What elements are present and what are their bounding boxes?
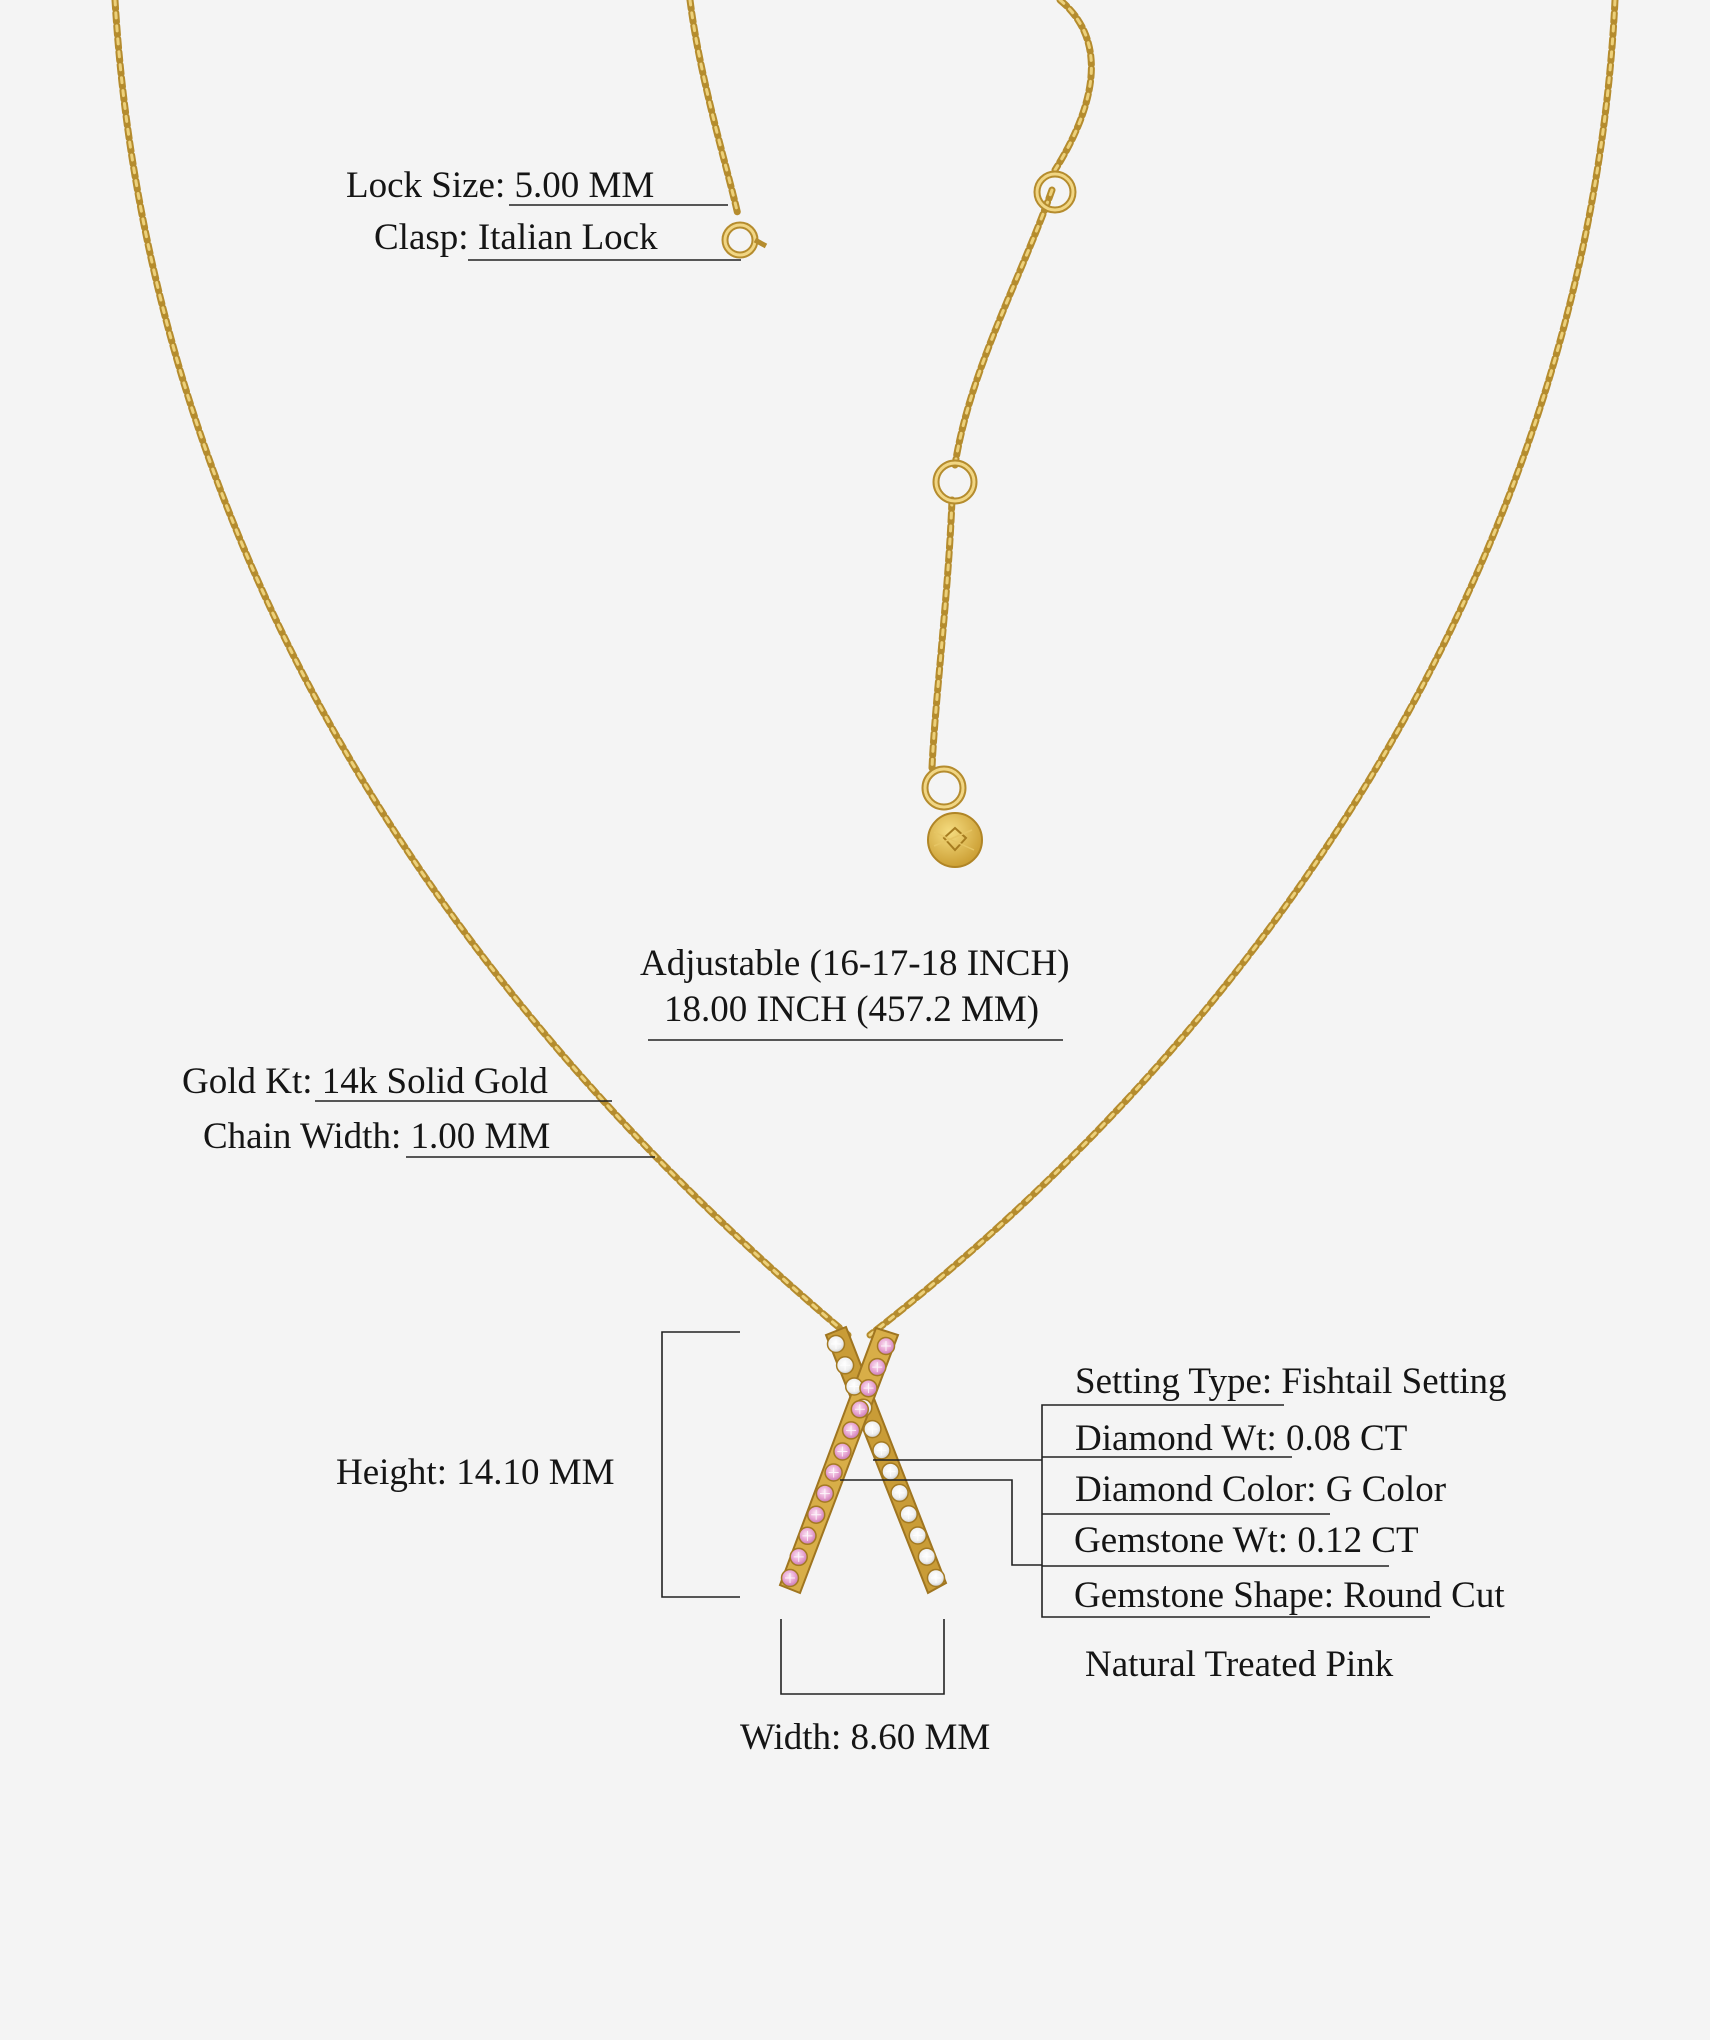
lock-size-label: Lock Size: xyxy=(346,165,506,206)
width-value: 8.60 MM xyxy=(850,1717,991,1758)
gemstone-shape-value: Round Cut xyxy=(1343,1575,1505,1616)
extender-ring xyxy=(925,769,963,807)
gold-kt-label: Gold Kt: xyxy=(182,1061,313,1102)
height-value: 14.10 MM xyxy=(456,1452,615,1493)
diamond-color-spec xyxy=(1075,1468,1446,1512)
gold-kt-spec xyxy=(182,1060,548,1104)
clasp-ring xyxy=(725,225,766,255)
gemstone-wt-spec xyxy=(1074,1519,1419,1563)
chain-width-label: Chain Width: xyxy=(203,1116,402,1157)
width-label: Width: xyxy=(740,1717,842,1758)
gemstone-wt-value: 0.12 CT xyxy=(1297,1520,1419,1561)
clasp-spec xyxy=(374,216,658,260)
gemstone-type-value: Natural Treated Pink xyxy=(1085,1644,1394,1685)
height-label: Height: xyxy=(336,1452,447,1493)
gold-kt-value: 14k Solid Gold xyxy=(321,1061,548,1102)
diamond-wt-value: 0.08 CT xyxy=(1286,1418,1408,1459)
height-spec xyxy=(336,1451,615,1495)
lock-size-spec xyxy=(346,164,654,208)
diamond-color-label: Diamond Color: xyxy=(1075,1469,1317,1510)
width-spec xyxy=(740,1716,990,1760)
diamond-wt-spec xyxy=(1075,1417,1407,1461)
end-disc xyxy=(928,813,982,867)
lock-size-value: 5.00 MM xyxy=(514,165,655,206)
diamond-color-value: G Color xyxy=(1325,1469,1447,1510)
clasp-value: Italian Lock xyxy=(477,217,658,258)
diamond-wt-label: Diamond Wt: xyxy=(1075,1418,1277,1459)
gemstone-shape-spec xyxy=(1074,1574,1505,1618)
gemstone-wt-label: Gemstone Wt: xyxy=(1074,1520,1289,1561)
chain-width-value: 1.00 MM xyxy=(410,1116,551,1157)
extender-ring xyxy=(936,463,974,501)
gemstone-type-spec xyxy=(1085,1643,1393,1687)
setting-type-label: Setting Type: xyxy=(1075,1361,1273,1402)
setting-type-spec xyxy=(1075,1360,1507,1404)
extender-ring xyxy=(1037,174,1073,210)
gemstone-shape-label: Gemstone Shape: xyxy=(1074,1575,1334,1616)
setting-type-value: Fishtail Setting xyxy=(1281,1361,1507,1402)
clasp-label: Clasp: xyxy=(374,217,469,258)
length-total-text: 18.00 INCH (457.2 MM) xyxy=(664,989,1040,1030)
chain-width-spec xyxy=(203,1115,550,1159)
length-adjustable xyxy=(640,942,1070,986)
length-adjustable-text: Adjustable (16-17-18 INCH) xyxy=(640,943,1070,984)
length-total xyxy=(664,988,1039,1032)
